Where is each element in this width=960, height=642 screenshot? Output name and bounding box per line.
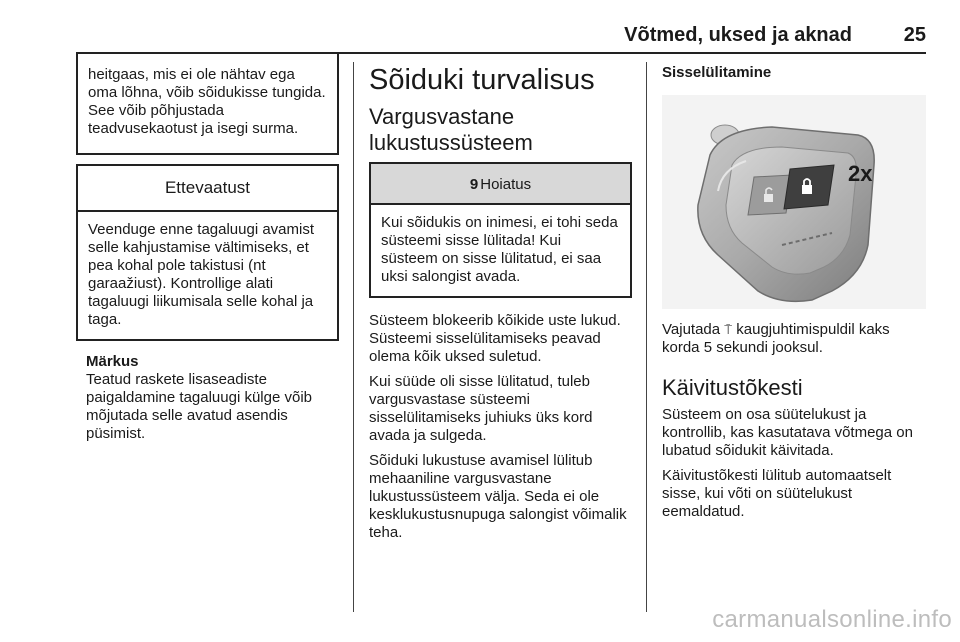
left-column (76, 54, 339, 443)
key-fob-illustration (662, 95, 926, 309)
chapter-title: Võtmed, uksed ja aknad (624, 24, 852, 46)
instruction-text-after: kaugjuhtimispuldil kaks korda 5 sekundi jooksul. (662, 321, 890, 356)
right-column (662, 64, 930, 521)
paragraph: Kui süüde oli sisse lülitatud, tuleb vargusvastase süsteemi sisselülitamiseks juhiuks üks kord avada ja sulgeda. (369, 373, 593, 444)
lock-icon (802, 185, 812, 194)
danger-box-continued (76, 54, 339, 155)
lock-button-icon: ⍑ (724, 322, 733, 337)
column-divider-right (646, 62, 647, 612)
subsection-heading-line1: Vargusvastane (369, 104, 515, 129)
page-number: 25 (903, 24, 926, 46)
instruction-text-before: Vajutada (662, 321, 725, 338)
danger-continued-text: heitgaas, mis ei ole nähtav ega oma lõhna, võib sõidukisse tungida. See võib põhjustada teadvusekaotust ja isegi surma. (88, 66, 326, 137)
section-heading: Sõiduki turvalisus (369, 64, 595, 96)
column-divider-left (353, 62, 354, 612)
caution-body: Veenduge enne tagaluugi avamist selle kahjustamise vältimiseks, et pea kohal pole takistusi (nt garaažiust). Kontrollige alati tagaluugi liikumisala selle kohal ja taga. (88, 221, 315, 328)
warning-body-wrap (371, 205, 630, 296)
activation-instruction (662, 321, 930, 357)
key-fob-svg (662, 95, 926, 309)
caution-body-wrap (78, 212, 337, 339)
press-count-label: 2x (848, 161, 873, 186)
subsection-heading-line2: lukustussüsteem (369, 130, 533, 155)
caution-title: Ettevaatust (78, 166, 337, 212)
immobilizer-heading: Käivitustõkesti (662, 375, 803, 400)
paragraph: Sõiduki lukustuse avamisel lülitub mehaaniline vargusvastane lukustussüsteem välja. Seda ei ole kesklukustusnupuga salongist võimalik teha. (369, 452, 627, 541)
caution-box (76, 164, 339, 341)
warning-box (369, 162, 632, 298)
warning-title: Hoiatus (480, 176, 532, 193)
unlock-icon (764, 194, 773, 202)
middle-paragraphs (369, 312, 632, 542)
warning-body: Kui sõidukis on inimesi, ei tohi seda süsteemi sisse lülitada! Kui süsteem on sisse lülitatud, ei saa uksi salongist avada. (381, 214, 618, 285)
paragraph: Süsteem blokeerib kõikide uste lukud. Süsteemi sisselülitamiseks peavad olema kõik uksed suletud. (369, 312, 621, 365)
warning-title-bar (371, 164, 630, 205)
paragraph: Käivitustõkesti lülitub automaatselt sisse, kui võti on süütelukust eemaldatud. (662, 467, 892, 520)
middle-column (369, 64, 632, 542)
paragraph: Süsteem on osa süütelukust ja kontrollib, kas kasutatava võtmega on lubatud sõidukit käivitada. (662, 406, 913, 459)
page-header (0, 0, 960, 50)
note-title: Märkus (86, 353, 139, 370)
watermark: carmanualsonline.info (712, 606, 952, 633)
warning-symbol: 9 (469, 176, 479, 193)
note-block (76, 353, 339, 443)
section-title-activation: Sisselülitamine (662, 64, 772, 81)
note-body: Teatud raskete lisaseadiste paigaldamine tagaluugi külge võib mõjutada selle avatud asendis püsimist. (86, 371, 312, 442)
